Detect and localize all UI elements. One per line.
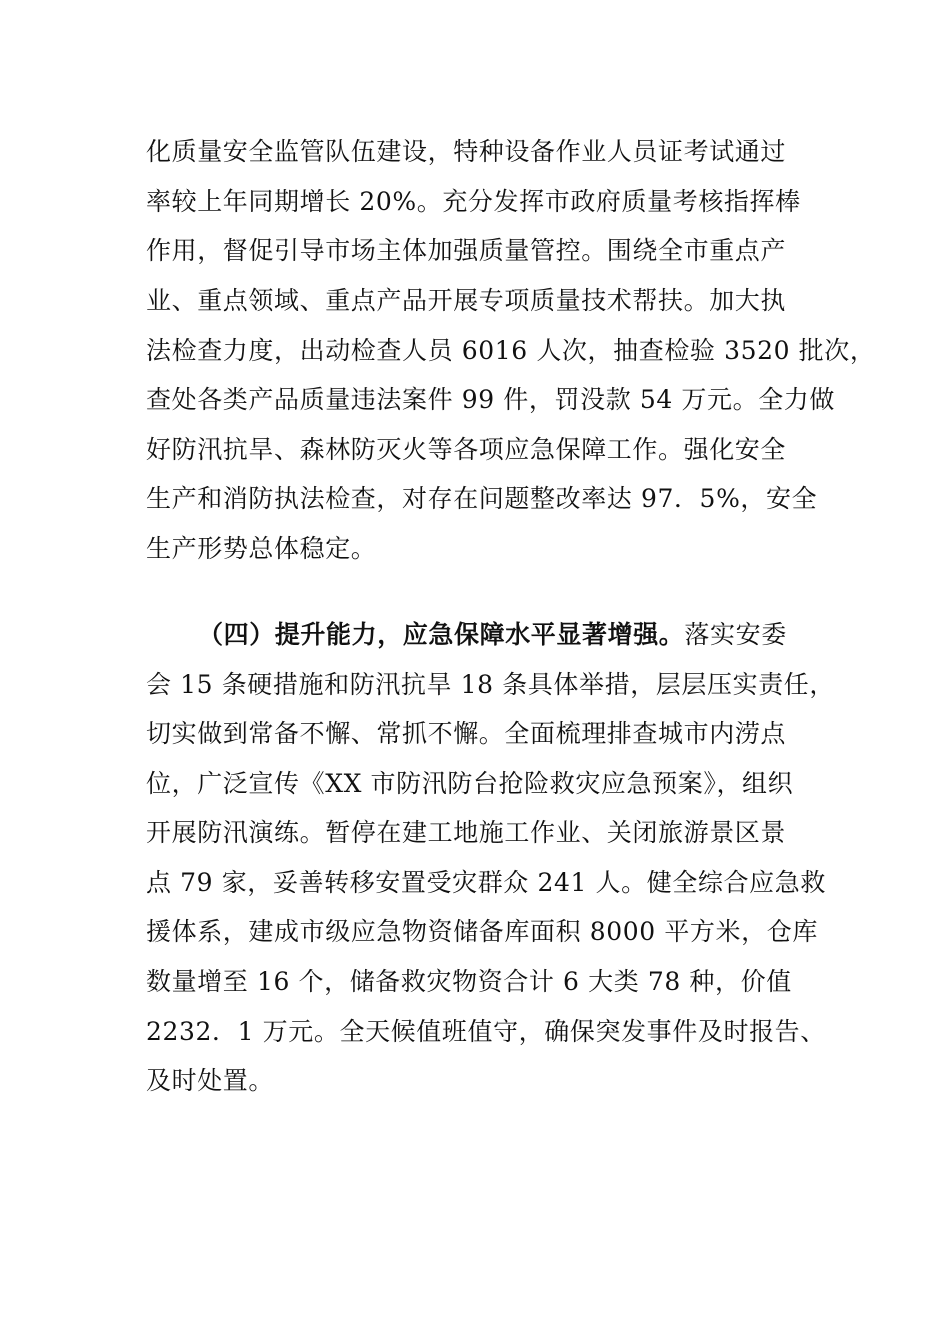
paragraph-line: 生产和消防执法检查，对存在问题整改率达 97．5%，安全 xyxy=(146,484,818,513)
paragraph-line: 2232．1 万元。全天候值班值守，确保突发事件及时报告、 xyxy=(146,1017,826,1046)
paragraph-line: 开展防汛演练。暂停在建工地施工作业、关闭旅游景区景 xyxy=(146,818,787,847)
paragraph-line: 法检查力度，出动检查人员 6016 人次，抽查检验 3520 批次， xyxy=(146,336,876,365)
paragraph-line: 好防汛抗旱、森林防灭火等各项应急保障工作。强化安全 xyxy=(146,435,787,464)
paragraph-line: 点 79 家，妥善转移安置受灾群众 241 人。健全综合应急救 xyxy=(146,868,826,897)
paragraph-line-text: 落实安委 xyxy=(684,620,787,649)
paragraph-line: 及时处置。 xyxy=(146,1066,275,1095)
paragraph-line: 位，广泛宣传《XX 市防汛防台抢险救灾应急预案》，组织 xyxy=(146,769,794,798)
paragraph-first-line xyxy=(198,620,787,650)
paragraph-line: 会 15 条硬措施和防汛抗旱 18 条具体举措，层层压实责任， xyxy=(146,670,836,699)
paragraph-line: 数量增至 16 个，储备救灾物资合计 6 大类 78 种，价值 xyxy=(146,967,792,996)
paragraph-line: 作用，督促引导市场主体加强质量管控。围绕全市重点产 xyxy=(146,236,787,265)
paragraph-line: 化质量安全监管队伍建设，特种设备作业人员证考试通过 xyxy=(146,137,787,166)
paragraph-line: 生产形势总体稳定。 xyxy=(146,534,377,563)
paragraph-line: 率较上年同期增长 20%。充分发挥市政府质量考核指挥棒 xyxy=(146,187,801,216)
section-heading: （四）提升能力，应急保障水平显著增强。 xyxy=(198,620,685,649)
paragraph-line: 查处各类产品质量违法案件 99 件，罚没款 54 万元。全力做 xyxy=(146,385,836,414)
paragraph-line: 切实做到常备不懈、常抓不懈。全面梳理排查城市内涝点 xyxy=(146,719,787,748)
paragraph-line: 业、重点领域、重点产品开展专项质量技术帮扶。加大执 xyxy=(146,286,787,315)
paragraph-line: 援体系，建成市级应急物资储备库面积 8000 平方米，仓库 xyxy=(146,917,818,946)
